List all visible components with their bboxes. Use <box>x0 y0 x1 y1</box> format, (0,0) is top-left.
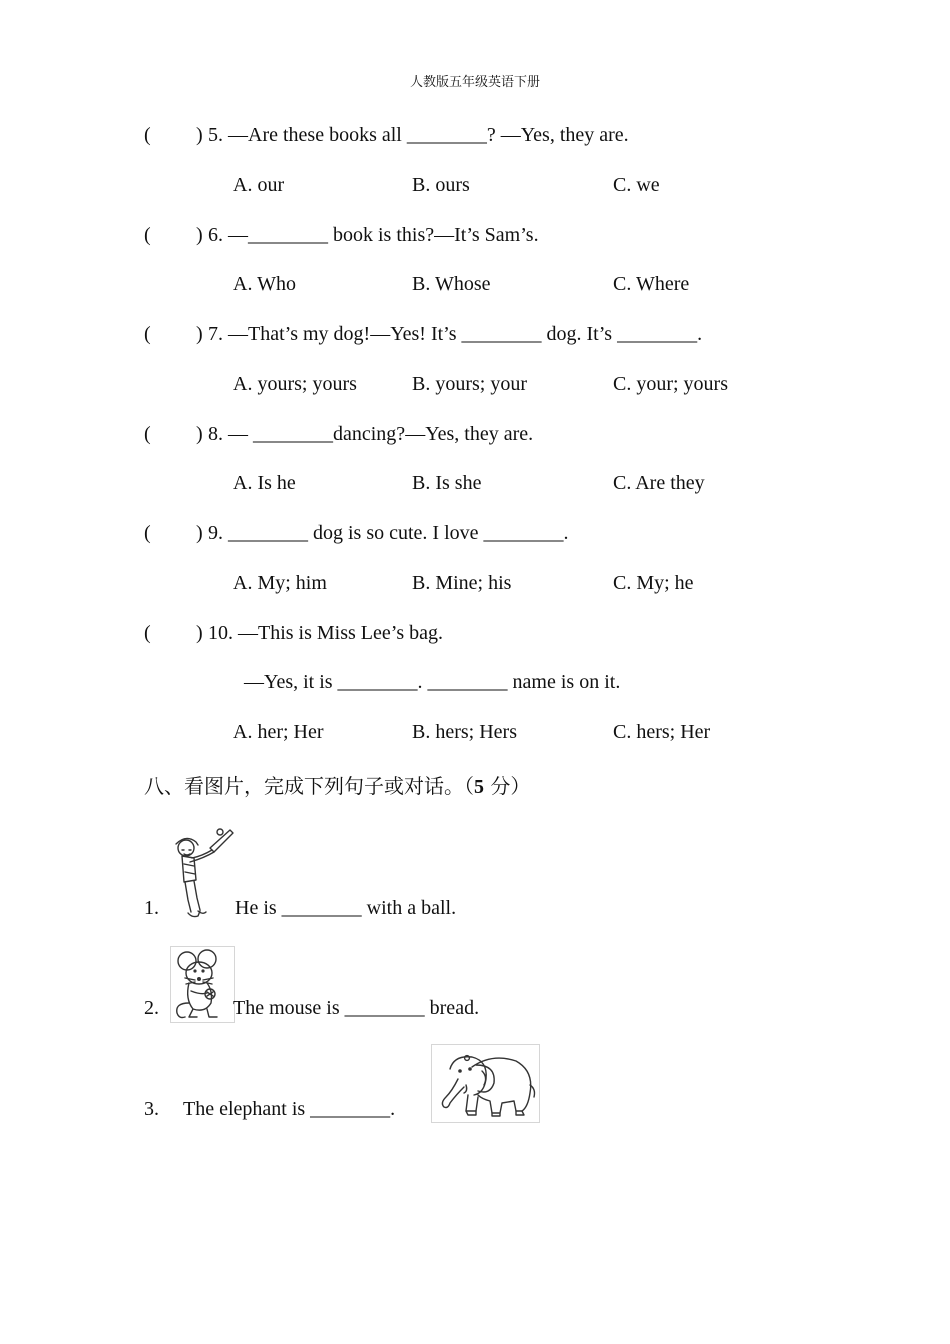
page-header: 人教版五年级英语下册 <box>409 74 540 89</box>
option-a: A. My; him <box>233 572 327 594</box>
option-a: A. Is he <box>233 472 296 494</box>
item-number: 1. <box>144 897 159 919</box>
option-c: C. your; yours <box>613 373 728 395</box>
question-stem: 6. —________ book is this?—It’s Sam’s. <box>208 224 539 246</box>
item-sentence: He is ________ with a ball. <box>235 897 457 919</box>
answer-paren-open: ( <box>144 622 151 644</box>
option-c: C. My; he <box>613 572 694 594</box>
option-c: C. Are they <box>613 472 705 494</box>
option-a: A. her; Her <box>233 721 324 743</box>
option-b: B. Is she <box>412 472 482 494</box>
section-title-suffix: 分） <box>484 774 531 798</box>
option-c: C. Where <box>613 273 690 295</box>
question-stem: 7. —That’s my dog!—Yes! It’s ________ dog. It’s ________. <box>208 323 703 345</box>
item-number: 3. <box>144 1098 159 1120</box>
answer-paren-open: ( <box>144 423 151 445</box>
option-b: B. yours; your <box>412 373 527 395</box>
question-continuation: —Yes, it is ________. ________ name is on it. <box>244 671 621 693</box>
answer-paren-close: ) <box>196 423 203 445</box>
question-stem: 10. —This is Miss Lee’s bag. <box>208 622 443 644</box>
answer-paren-close: ) <box>196 124 203 146</box>
question-stem: 8. — ________dancing?—Yes, they are. <box>208 423 534 445</box>
section-heading <box>144 770 530 799</box>
answer-paren-open: ( <box>144 124 151 146</box>
item-sentence: The elephant is ________. <box>183 1098 396 1120</box>
answer-paren-close: ) <box>196 323 203 345</box>
item-sentence: The mouse is ________ bread. <box>233 997 480 1019</box>
section-title-prefix: 八、看图片，完成下列句子或对话。（ <box>144 774 474 798</box>
answer-paren-open: ( <box>144 323 151 345</box>
answer-paren-close: ) <box>196 622 203 644</box>
section-points: 5 <box>474 776 484 798</box>
answer-paren-open: ( <box>144 522 151 544</box>
mouse-eating-illustration <box>170 946 235 1023</box>
item-number: 2. <box>144 997 159 1019</box>
answer-paren-close: ) <box>196 224 203 246</box>
answer-paren-open: ( <box>144 224 151 246</box>
question-stem: 9. ________ dog is so cute. I love ________. <box>208 522 569 544</box>
option-c: C. hers; Her <box>613 721 711 743</box>
baseball-player-illustration <box>170 824 234 920</box>
answer-paren-close: ) <box>196 522 203 544</box>
elephant-illustration <box>431 1044 540 1123</box>
question-stem: 5. —Are these books all ________? —Yes, they are. <box>208 124 629 146</box>
option-b: B. Mine; his <box>412 572 512 594</box>
option-b: B. ours <box>412 174 470 196</box>
option-a: A. yours; yours <box>233 373 357 395</box>
option-a: A. our <box>233 174 285 196</box>
option-c: C. we <box>613 174 660 196</box>
option-b: B. hers; Hers <box>412 721 517 743</box>
option-a: A. Who <box>233 273 296 295</box>
option-b: B. Whose <box>412 273 491 295</box>
